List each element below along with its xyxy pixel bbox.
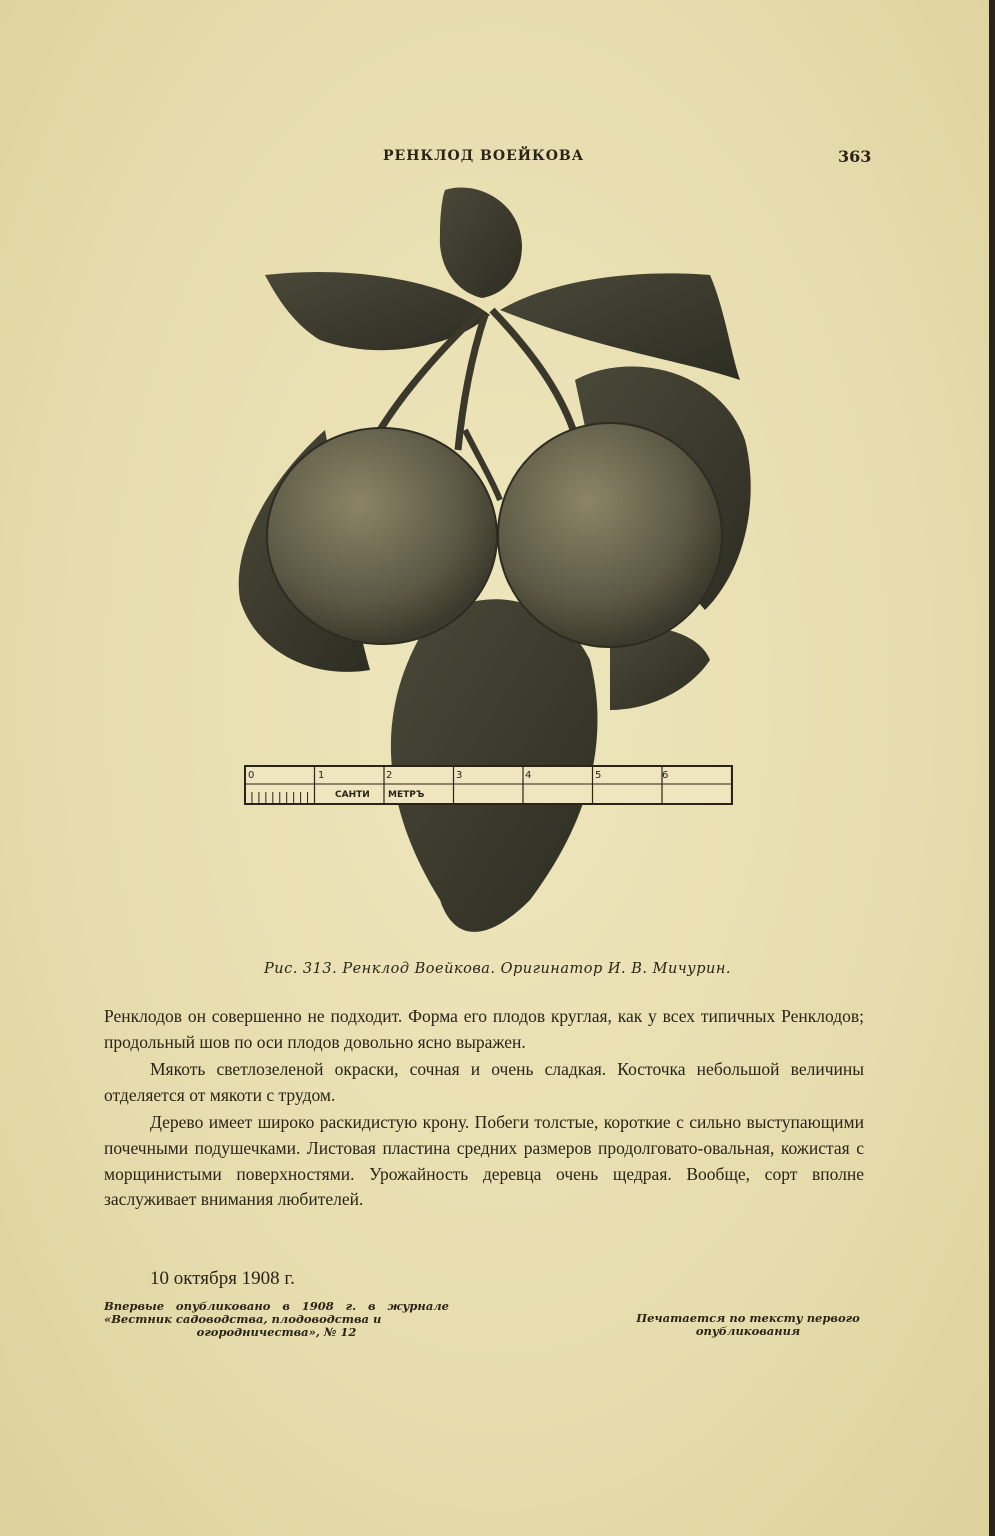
ruler-number: 2: [386, 770, 393, 781]
running-title: РЕНКЛОД ВОЕЙКОВА: [383, 148, 585, 164]
page-number: 363: [838, 147, 872, 166]
ruler-number: 3: [456, 770, 463, 781]
publication-note-text: Впервые опубликовано в 1908 г. в журнале «Вестник садоводства, плодоводства и: [104, 1299, 449, 1326]
plum-fruit-left: [267, 428, 497, 644]
ruler-number: 6: [662, 770, 669, 781]
ruler-number: 4: [525, 770, 532, 781]
leaf-top: [440, 187, 522, 298]
ruler-label-left: САНТИ: [335, 790, 370, 800]
page-edge: [989, 0, 995, 1536]
date-line: 10 октября 1908 г.: [150, 1268, 295, 1289]
publication-note: [104, 1300, 449, 1339]
centimeter-ruler: [245, 766, 732, 804]
body-text: [104, 1004, 864, 1215]
plum-drawing: [200, 180, 800, 950]
plum-illustration: [200, 180, 800, 950]
ruler-label-right: МЕТРЪ: [388, 790, 425, 800]
stem-mid: [458, 315, 485, 450]
ruler-number: 0: [248, 770, 255, 781]
ruler-number: 5: [595, 770, 602, 781]
page-header: [0, 148, 995, 170]
paragraph: Ренклодов он совершенно не подходит. Форма его плодов круглая, как у всех типичных Ренклодов; продольный шов по оси плодов довольно ясно выражен.: [104, 1006, 864, 1052]
ruler-number: 1: [318, 770, 325, 781]
paragraph: Дерево имеет широко раскидистую крону. Побеги толстые, короткие с сильно выступающими почечными подушечками. Листовая пластина средних размеров продолговато-овальная, кожистая с морщинистыми поверхностями. Урожайность деревца очень щедрая. Вообще, сорт вполне заслуживает внимания любителей.: [104, 1112, 864, 1210]
paragraph: Мякоть светлозеленой окраски, сочная и очень сладкая. Косточка небольшой величины отделяется от мякоти с трудом.: [104, 1059, 864, 1105]
source-note: Печатается по тексту первого опубликования: [636, 1311, 860, 1338]
plum-fruit-right: [498, 423, 722, 647]
figure-caption: Рис. 313. Ренклод Воейкова. Оригинатор И. В. Мичурин.: [263, 961, 731, 977]
publication-note-last: огородничества», № 12: [196, 1325, 357, 1339]
